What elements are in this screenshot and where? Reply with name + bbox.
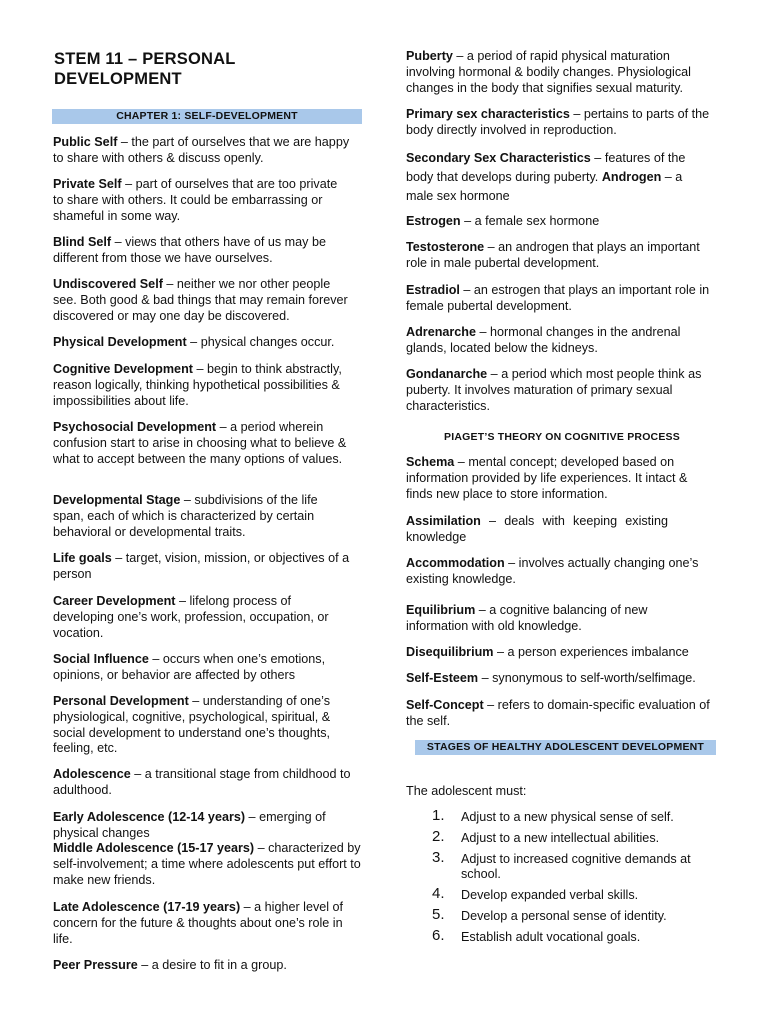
stages-banner: STAGES OF HEALTHY ADOLESCENT DEVELOPMENT bbox=[415, 740, 716, 755]
piaget-entry-disequilibrium: Disequilibrium – a person experiences imbalance bbox=[406, 645, 689, 659]
piaget-entry-equilibrium: Equilibrium – a cognitive balancing of new information with old knowledge. bbox=[406, 603, 648, 633]
left-entry-late-adolescence: Late Adolescence (17-19 years) – a higher level of concern for the future & thoughts about one’s role in life. bbox=[53, 900, 344, 946]
piaget-heading: PIAGET’S THEORY ON COGNITIVE PROCESS bbox=[444, 431, 680, 443]
left-entry-blind-self: Blind Self – views that others have of us may be different from those we have ourselves. bbox=[53, 235, 326, 265]
left-entry-life-goals: Life goals – target, vision, mission, or objectives of a person bbox=[53, 551, 350, 581]
left-entry-psychosocial-development: Psychosocial Development – a period wherein confusion start to arise in choosing what to believe & what to accept between the many options of values. bbox=[53, 420, 347, 466]
left-entry-adolescence: Adolescence – a transitional stage from childhood to adulthood. bbox=[53, 767, 351, 797]
left-entry-private-self: Private Self – part of ourselves that are too private to share with others. It could be embarrassing or shameful in some way. bbox=[53, 177, 338, 223]
stages-list bbox=[428, 807, 728, 951]
right-entry-testosterone: Testosterone – an androgen that plays an important role in male pubertal development. bbox=[406, 240, 700, 270]
list-item: 4. Develop expanded verbal skills. bbox=[432, 885, 639, 903]
piaget-entry-accommodation: Accommodation – involves actually changing one’s existing knowledge. bbox=[406, 556, 699, 586]
piaget-entry-assimilation: Assimilation – deals with keeping existing knowledge bbox=[406, 514, 668, 544]
right-entry-estrogen: Estrogen – a female sex hormone bbox=[406, 214, 600, 228]
left-entry-peer-pressure: Peer Pressure – a desire to fit in a group. bbox=[53, 958, 287, 972]
right-entry-puberty: Puberty – a period of rapid physical maturation involving hormonal & bodily changes. Physiological changes in the body that signifies sexual maturity. bbox=[406, 49, 691, 95]
left-entry-career-development: Career Development – lifelong process of developing one’s work, profession, occupation, or vocation. bbox=[53, 594, 329, 640]
left-entry-personal-development: Personal Development – understanding of one’s physiological, cognitive, psychological, spiritual, & social development to understand one’s thoughts, feeling, etc. bbox=[53, 694, 331, 756]
right-entry-estradiol: Estradiol – an estrogen that plays an important role in female pubertal development. bbox=[406, 283, 710, 313]
left-entry-social-influence: Social Influence – occurs when one’s emotions, opinions, or behavior are affected by others bbox=[53, 652, 326, 682]
piaget-entry-self-concept: Self-Concept – refers to domain-specific evaluation of the self. bbox=[406, 698, 710, 728]
list-item: 6. Establish adult vocational goals. bbox=[432, 926, 641, 944]
left-entry-cognitive-development: Cognitive Development – begin to think abstractly, reason logically, thinking hypothetical possibilities & impossibilities about life. bbox=[53, 362, 342, 408]
list-item: 3. Adjust to increased cognitive demands at school. bbox=[432, 848, 691, 882]
piaget-entry-schema: Schema – mental concept; developed based on information provided by life experiences. It intact & finds new place to store information. bbox=[406, 455, 688, 501]
list-intro: The adolescent must: bbox=[406, 784, 527, 798]
left-entry-developmental-stage: Developmental Stage – subdivisions of the life span, each of which is characterized by certain behavioral or developmental traits. bbox=[53, 493, 318, 539]
right-entry-gondanarche: Gondanarche – a period which most people think as puberty. It involves maturation of primary sexual characteristics. bbox=[406, 367, 702, 413]
list-item: 5. Develop a personal sense of identity. bbox=[432, 905, 667, 923]
page-title: STEM 11 – PERSONAL DEVELOPMENT bbox=[54, 50, 236, 88]
right-entry-secondary-sex-characteristics: Secondary Sex Characteristics – features of the body that develops during puberty. Androgen – a male sex hormone bbox=[406, 151, 686, 203]
left-entry-middle-adolescence: Middle Adolescence (15-17 years) – characterized by self-involvement; a time where adolescents put effort to make new friends. bbox=[53, 841, 361, 887]
list-item: 2. Adjust to a new intellectual abilities. bbox=[432, 827, 660, 845]
left-entry-public-self: Public Self – the part of ourselves that we are happy to share with others & discuss openly. bbox=[53, 135, 350, 165]
right-entry-primary-sex-characteristics: Primary sex characteristics – pertains to parts of the body directly involved in reproduction. bbox=[406, 107, 710, 137]
chapter-banner: CHAPTER 1: SELF-DEVELOPMENT bbox=[52, 109, 362, 124]
left-entry-undiscovered-self: Undiscovered Self – neither we nor other people see. Both good & bad things that may remain forever discovered or may one day be discovered. bbox=[53, 277, 348, 323]
left-entry-early-adolescence: Early Adolescence (12-14 years) – emerging of physical changes bbox=[53, 810, 326, 840]
right-entry-adrenarche: Adrenarche – hormonal changes in the andrenal glands, located below the kidneys. bbox=[406, 325, 681, 355]
piaget-entry-self-esteem: Self-Esteem – synonymous to self-worth/selfimage. bbox=[406, 671, 696, 685]
list-item: 1. Adjust to a new physical sense of self. bbox=[432, 807, 674, 824]
left-entry-physical-development: Physical Development – physical changes occur. bbox=[53, 335, 335, 349]
